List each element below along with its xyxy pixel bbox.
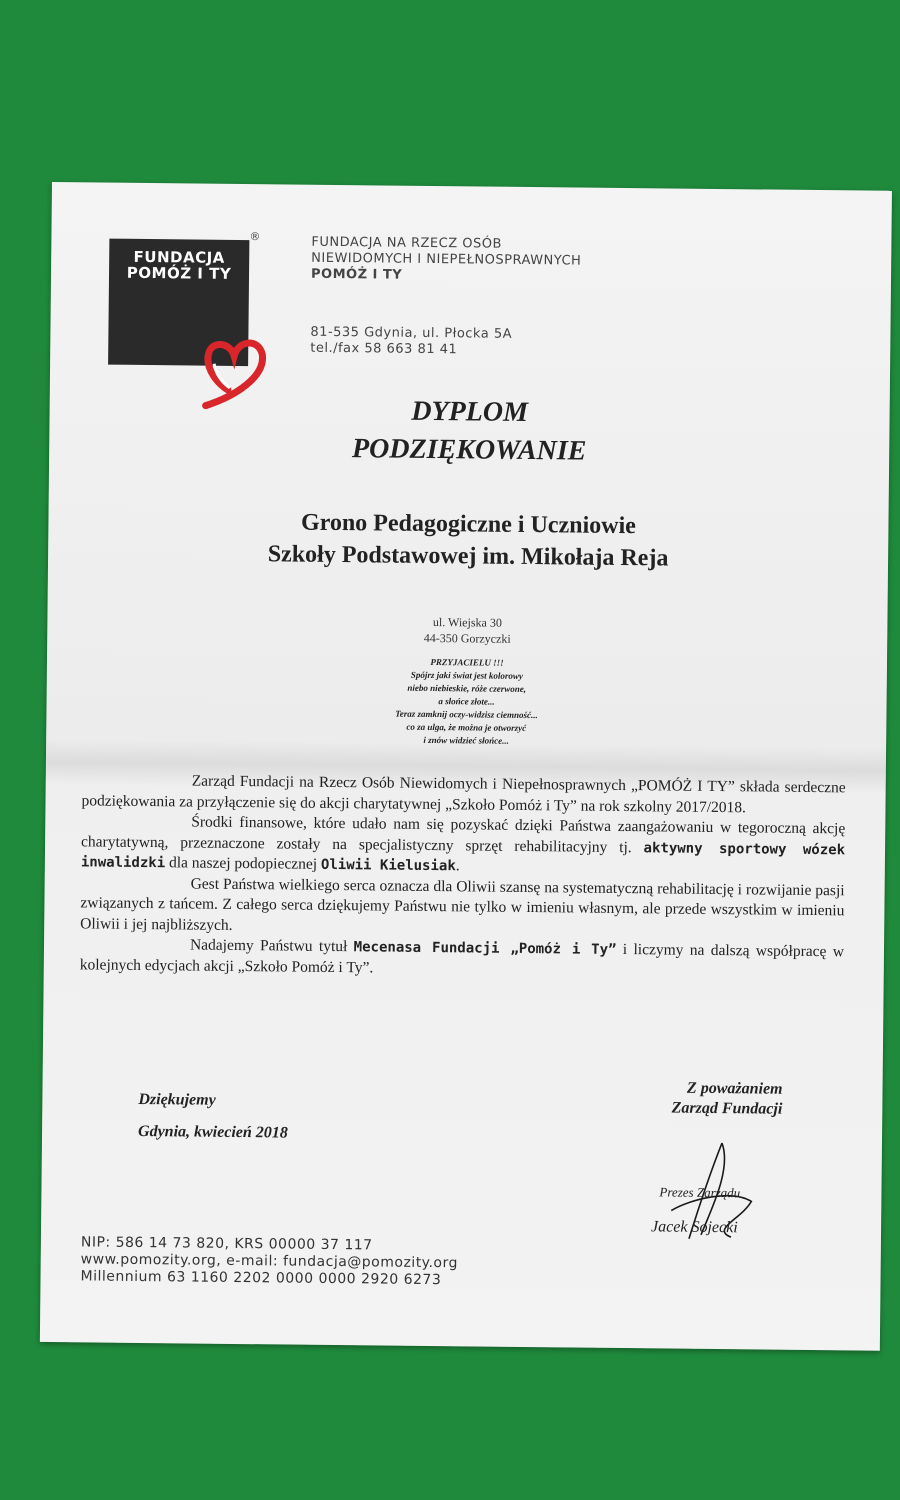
letter-body — [80, 770, 846, 983]
poem-line: co za ulga, że można je otworzyć — [406, 721, 527, 733]
organization-address — [310, 325, 750, 362]
paragraph-4-text-a: Nadajemy Państwu tytuł — [189, 936, 348, 956]
org-address: 81-535 Gdynia, ul. Płocka 5A — [310, 324, 513, 342]
org-name-line-1: FUNDACJA NA RZECZ OSÓB — [311, 234, 502, 252]
thanks-text: Dziękujemy — [138, 1090, 216, 1109]
org-name-line-3: POMÓŻ I TY — [310, 266, 403, 283]
logo-line-1: FUNDACJA — [133, 247, 225, 267]
footer — [80, 1234, 641, 1291]
recipient-line-1: Grono Pedagogiczne i Uczniowie — [300, 509, 636, 540]
poem-line: a słońce złote... — [438, 696, 495, 707]
footer-nip: NIP: 586 14 73 820, KRS 00000 37 117 — [80, 1234, 373, 1254]
registered-mark: ® — [249, 230, 261, 244]
paragraph-3: Gest Państwa wielkiego serca oznacza dla Oliwii szansę na systematyczną rehabilitację i rozwijanie pasji związanych z tańcem. Z całego serca dziękujemy Państwu nie tylko w imieniu własnym, ale przede wszystkim w imieniu Oliwii i jej najbliższych. — [80, 874, 845, 934]
org-name-line-2: NIEWIDOMYCH I NIEPEŁNOSPRAWNYCH — [311, 250, 582, 269]
diploma-document — [40, 182, 892, 1351]
paragraph-2-end: . — [455, 857, 460, 875]
foundation-logo — [108, 239, 249, 366]
org-phone: tel./fax 58 663 81 41 — [310, 340, 458, 358]
logo-text — [117, 249, 241, 282]
recipient — [48, 504, 889, 577]
paragraph-4-text-b: i liczymy na dalszą współpracę w kolejnych edycjach akcji „Szkoło Pomóż i Ty”. — [79, 941, 845, 976]
signatory-name: Jacek Sojecki — [651, 1218, 738, 1237]
paragraph-2-bold-1: aktywny sportowy wózek inwalidzki — [80, 839, 846, 872]
recipient-city: 44-350 Gorzyczki — [423, 630, 511, 646]
poem-line: niebo niebieskie, róże czerwone, — [407, 682, 527, 694]
poem-line: Spójrz jaki świat jest kolorowy — [410, 669, 523, 681]
title-line-2: PODZIĘKOWANIE — [351, 433, 587, 467]
paragraph-2-bold-2: Oliwii Kielusiak — [320, 856, 456, 875]
recipient-street: ul. Wiejska 30 — [432, 615, 502, 630]
paragraph-1: Zarząd Fundacji na Rzecz Osób Niewidomych i Niepełnosprawnych „POMÓŻ I TY” składa serdeczne podziękowania za przyłączenie się do akcji charytatywnej „Szkoło Pomóż i Ty” na rok szkolny 2017/2018. — [81, 772, 846, 816]
place-date: Gdynia, kwiecień 2018 — [137, 1122, 288, 1142]
recipient-line-2: Szkoły Podstawowej im. Mikołaja Reja — [267, 541, 669, 572]
signatory-role: Prezes Zarządu — [659, 1184, 741, 1201]
paragraph-2 — [81, 811, 846, 880]
paragraph-4 — [80, 934, 844, 983]
regards — [672, 1079, 783, 1120]
recipient-address — [47, 610, 887, 651]
poem-line: Teraz zamknij oczy-widzisz ciemność... — [395, 708, 538, 721]
regards-line-1: Z poważaniem — [686, 1079, 783, 1098]
poem — [46, 652, 887, 752]
title-line-1: DYPLOM — [411, 395, 529, 428]
paragraph-2-text-b: dla naszej podopiecznej — [168, 854, 318, 873]
regards-line-2: Zarząd Fundacji — [671, 1099, 783, 1118]
poem-line: PRZYJACIELU !!! — [430, 656, 504, 668]
poem-line: i znów widzieć słońce... — [423, 734, 509, 746]
organization-header — [311, 235, 751, 288]
footer-web: www.pomozity.org, e-mail: fundacja@pomozity.org — [80, 1251, 459, 1272]
paragraph-2-text-a: Środki finansowe, które udało nam się pozyskać dzięki Państwa zaangażowaniu w tegoroczną akcję charytatywną, przeznaczone zostały na specjalistyczny sprzęt rehabilitacyjny tj. — [81, 813, 846, 856]
footer-bank: Millennium 63 1160 2202 0000 0000 2920 6273 — [80, 1268, 442, 1289]
paragraph-4-bold: Mecenasa Fundacji „Pomóż i Ty” — [353, 939, 617, 958]
logo-line-2: POMÓŻ I TY — [126, 263, 232, 283]
